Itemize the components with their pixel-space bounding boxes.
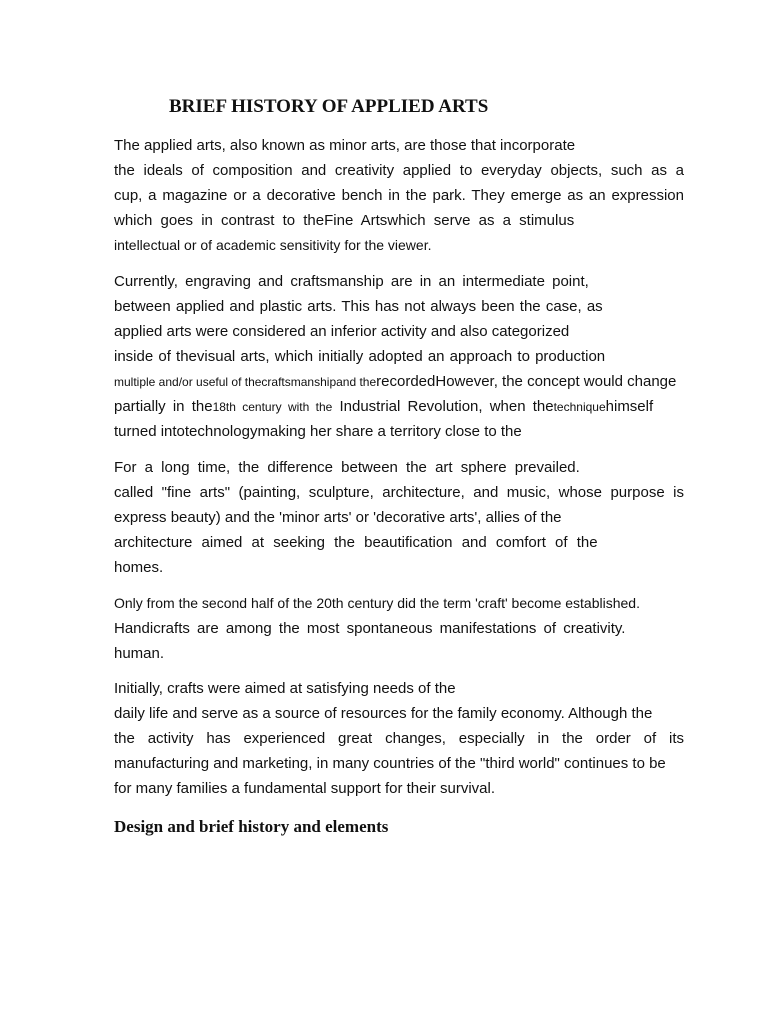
text-run: himself <box>605 398 654 415</box>
paragraph-line-mixed <box>114 369 684 394</box>
paragraph-line: intellectual or of academic sensitivity for the viewer. <box>114 237 432 253</box>
text-run: partially in the <box>114 398 213 415</box>
paragraph-line: which goes in contrast to theFine Artswhich serve as a stimulus <box>114 212 575 229</box>
paragraph-line: Handicrafts are among the most spontaneous manifestations of creativity. <box>114 620 626 637</box>
small-text-run: technique <box>553 400 606 414</box>
paragraph-line: The applied arts, also known as minor arts, are those that incorporate <box>114 137 576 154</box>
paragraph-line: Only from the second half of the 20th century did the term 'craft' become established. <box>114 595 640 611</box>
paragraph-line: the activity has experienced great changes, especially in the order of its <box>114 730 684 747</box>
paragraph-line: Currently, engraving and craftsmanship are in an intermediate point, <box>114 273 589 290</box>
paragraph-line: Initially, crafts were aimed at satisfying needs of the <box>114 680 456 697</box>
paragraph-1 <box>114 133 684 258</box>
paragraph-5 <box>114 676 684 801</box>
paragraph-line: architecture aimed at seeking the beautification and comfort of the <box>114 534 598 551</box>
text-run: Industrial Revolution, when the <box>339 398 554 415</box>
paragraph-line-mixed <box>114 394 684 419</box>
small-text-run: multiple and/or useful of thecraftsmanshipand the <box>114 375 377 389</box>
paragraph-line: daily life and serve as a source of resources for the family economy. Although the <box>114 705 653 722</box>
paragraph-line: human. <box>114 645 165 662</box>
paragraph-line: For a long time, the difference between the art sphere prevailed. <box>114 459 580 476</box>
paragraph-line: between applied and plastic arts. This has not always been the case, as <box>114 298 603 315</box>
small-text-run: 18th century with the <box>212 400 333 414</box>
paragraph-line: manufacturing and marketing, in many countries of the "third world" continues to be <box>114 755 666 772</box>
paragraph-2 <box>114 269 684 444</box>
paragraph-3 <box>114 455 684 580</box>
text-run: recordedHowever, the concept would change <box>376 373 677 390</box>
paragraph-line: turned intotechnologymaking her share a territory close to the <box>114 423 522 440</box>
paragraph-line: inside of thevisual arts, which initially adopted an approach to production <box>114 348 606 365</box>
section-heading: Design and brief history and elements <box>114 817 389 836</box>
paragraph-line: applied arts were considered an inferior activity and also categorized <box>114 323 570 340</box>
paragraph-line: the ideals of composition and creativity applied to everyday objects, such as a <box>114 162 684 179</box>
paragraph-line: called "fine arts" (painting, sculpture, architecture, and music, whose purpose is <box>114 484 684 501</box>
paragraph-line: for many families a fundamental support for their survival. <box>114 780 495 797</box>
document-title: BRIEF HISTORY OF APPLIED ARTS <box>169 96 489 117</box>
paragraph-line: cup, a magazine or a decorative bench in the park. They emerge as an expression <box>114 187 684 204</box>
paragraph-4 <box>114 591 684 666</box>
paragraph-line: homes. <box>114 559 164 576</box>
paragraph-line: express beauty) and the 'minor arts' or 'decorative arts', allies of the <box>114 509 562 526</box>
